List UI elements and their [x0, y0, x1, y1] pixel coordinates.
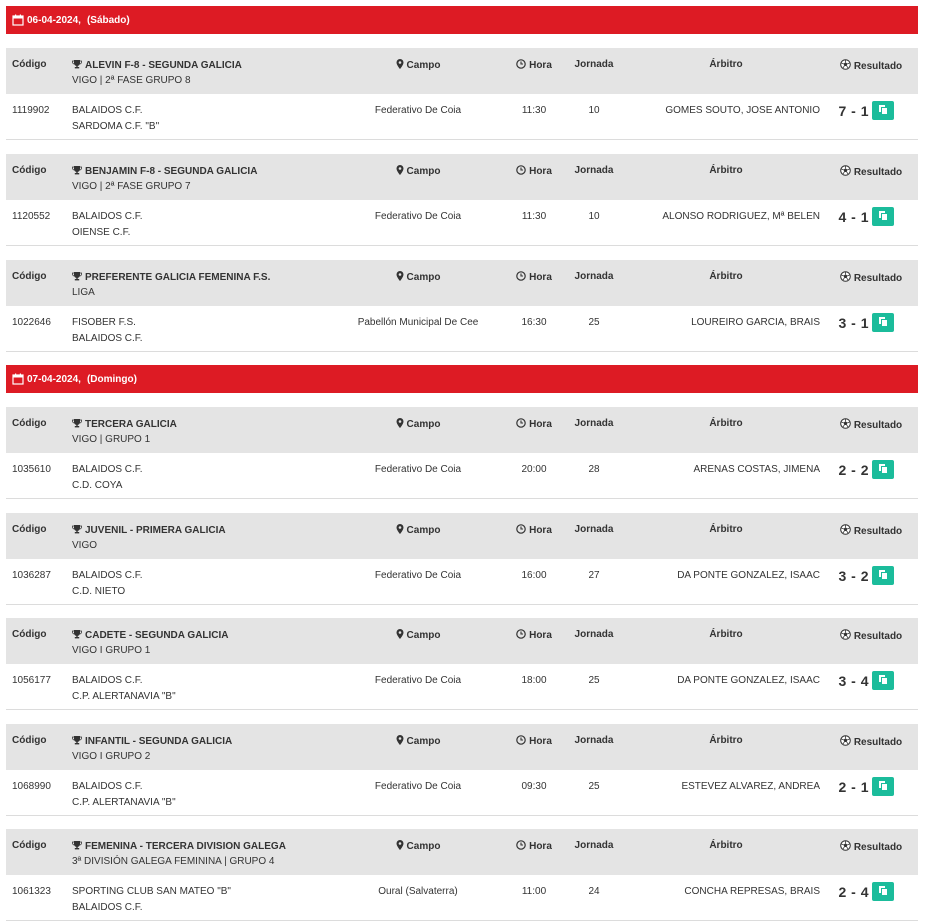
home-team: BALAIDOS C.F. — [72, 570, 143, 581]
resultado-header — [836, 271, 906, 284]
map-marker-icon — [396, 524, 404, 534]
resultado-header — [836, 165, 906, 178]
match-score: 7 - 1 — [838, 103, 869, 119]
hora-header — [506, 524, 562, 536]
hora-label: Hora — [529, 525, 552, 536]
home-team: BALAIDOS C.F. — [72, 211, 143, 222]
home-team: BALAIDOS C.F. — [72, 105, 143, 116]
match-header — [6, 48, 918, 94]
soccer-ball-icon — [840, 418, 851, 429]
match-round: 25 — [588, 675, 600, 686]
competition-group: VIGO I GRUPO 2 — [72, 751, 151, 762]
soccer-ball-icon — [840, 524, 851, 535]
campo-header — [376, 524, 460, 536]
arbitro-header: Árbitro — [709, 418, 743, 429]
copy-icon — [878, 780, 889, 794]
match-code: 1061323 — [12, 886, 51, 897]
match-round: 27 — [588, 570, 600, 581]
resultado-label: Resultado — [853, 631, 903, 642]
away-team: C.P. ALERTANAVIA "B" — [72, 691, 176, 702]
match-row — [6, 453, 918, 499]
arbitro-header: Árbitro — [709, 59, 743, 70]
map-marker-icon — [396, 735, 404, 745]
match-row — [6, 664, 918, 710]
competition-title — [72, 735, 232, 747]
resultado-label: Resultado — [853, 167, 903, 178]
trophy-icon — [72, 629, 82, 639]
match-header — [6, 260, 918, 306]
competition-group: VIGO — [72, 540, 98, 551]
clock-icon — [516, 165, 526, 175]
home-team: BALAIDOS C.F. — [72, 464, 143, 475]
campo-header — [376, 165, 460, 177]
campo-label: Campo — [406, 166, 441, 177]
codigo-header: Código — [12, 271, 47, 282]
match-round: 10 — [588, 105, 600, 116]
resultado-header — [836, 418, 906, 431]
competition-name: FEMENINA - TERCERA DIVISION GALEGA — [85, 841, 286, 852]
competition-name: CADETE - SEGUNDA GALICIA — [85, 630, 229, 641]
match-block — [6, 724, 918, 816]
match-score: 2 - 4 — [838, 884, 869, 900]
match-block — [6, 513, 918, 605]
competition-title — [72, 524, 226, 536]
campo-header — [376, 629, 460, 641]
resultado-header — [836, 59, 906, 72]
copy-icon — [878, 674, 889, 688]
match-header — [6, 724, 918, 770]
resultado-label: Resultado — [853, 420, 903, 431]
copy-icon — [878, 210, 889, 224]
competition-group: LIGA — [72, 287, 95, 298]
trophy-icon — [72, 271, 82, 281]
codigo-header: Código — [12, 629, 47, 640]
copy-button[interactable] — [872, 671, 894, 690]
referee-name: DA PONTE GONZALEZ, ISAAC — [677, 570, 820, 581]
hora-header — [506, 59, 562, 71]
hora-label: Hora — [529, 841, 552, 852]
match-time: 11:30 — [521, 105, 547, 116]
campo-label: Campo — [406, 272, 441, 283]
hora-header — [506, 629, 562, 641]
hora-label: Hora — [529, 736, 552, 747]
jornada-header: Jornada — [574, 418, 614, 429]
weekday-text: (Domingo) — [86, 373, 137, 385]
match-code: 1022646 — [12, 317, 51, 328]
competition-group: VIGO | 2ª FASE GRUPO 7 — [72, 181, 191, 192]
resultado-header — [836, 735, 906, 748]
match-score: 3 - 1 — [838, 315, 869, 331]
calendar-icon — [12, 14, 24, 26]
campo-label: Campo — [406, 60, 441, 71]
hora-label: Hora — [529, 272, 552, 283]
clock-icon — [516, 524, 526, 534]
copy-icon — [878, 885, 889, 899]
field-name: Oural (Salvaterra) — [378, 886, 458, 897]
clock-icon — [516, 840, 526, 850]
competition-title — [72, 165, 257, 177]
campo-header — [376, 735, 460, 747]
map-marker-icon — [396, 165, 404, 175]
arbitro-header: Árbitro — [709, 735, 743, 746]
clock-icon — [516, 271, 526, 281]
competition-name: JUVENIL - PRIMERA GALICIA — [85, 525, 226, 536]
resultado-label: Resultado — [853, 526, 903, 537]
jornada-header: Jornada — [574, 271, 614, 282]
match-row — [6, 94, 918, 140]
referee-name: CONCHA REPRESAS, BRAIS — [684, 886, 820, 897]
away-team: BALAIDOS C.F. — [72, 902, 143, 913]
competition-group: VIGO I GRUPO 1 — [72, 645, 151, 656]
match-block — [6, 618, 918, 710]
match-row — [6, 200, 918, 246]
home-team: BALAIDOS C.F. — [72, 781, 143, 792]
hora-label: Hora — [529, 166, 552, 177]
competition-group: 3ª DIVISIÓN GALEGA FEMININA | GRUPO 4 — [72, 856, 275, 867]
jornada-header: Jornada — [574, 59, 614, 70]
match-block — [6, 154, 918, 246]
clock-icon — [516, 418, 526, 428]
copy-button[interactable] — [872, 566, 894, 585]
away-team: C.P. ALERTANAVIA "B" — [72, 797, 176, 808]
home-team: FISOBER F.S. — [72, 317, 136, 328]
copy-button[interactable] — [872, 882, 894, 901]
copy-button[interactable] — [872, 101, 894, 120]
competition-name: PREFERENTE GALICIA FEMENINA F.S. — [85, 272, 271, 283]
arbitro-header: Árbitro — [709, 271, 743, 282]
field-name: Federativo De Coia — [374, 211, 462, 222]
hora-label: Hora — [529, 630, 552, 641]
clock-icon — [516, 629, 526, 639]
soccer-ball-icon — [840, 629, 851, 640]
trophy-icon — [72, 59, 82, 69]
jornada-header: Jornada — [574, 165, 614, 176]
soccer-ball-icon — [840, 271, 851, 282]
match-time: 16:30 — [521, 317, 547, 328]
map-marker-icon — [396, 59, 404, 69]
campo-header — [376, 59, 460, 71]
jornada-header: Jornada — [574, 735, 614, 746]
soccer-ball-icon — [840, 165, 851, 176]
campo-header — [376, 271, 460, 283]
resultado-label: Resultado — [853, 273, 903, 284]
match-score: 3 - 2 — [838, 568, 869, 584]
away-team: C.D. NIETO — [72, 586, 126, 597]
copy-button[interactable] — [872, 207, 894, 226]
home-team: BALAIDOS C.F. — [72, 675, 143, 686]
clock-icon — [516, 735, 526, 745]
hora-header — [506, 271, 562, 283]
codigo-header: Código — [12, 840, 47, 851]
campo-label: Campo — [406, 525, 441, 536]
date-text: 07-04-2024, — [27, 373, 81, 385]
match-header — [6, 407, 918, 453]
copy-button[interactable] — [872, 777, 894, 796]
competition-name: BENJAMIN F-8 - SEGUNDA GALICIA — [85, 166, 258, 177]
map-marker-icon — [396, 840, 404, 850]
match-code: 1068990 — [12, 781, 51, 792]
soccer-ball-icon — [840, 59, 851, 70]
codigo-header: Código — [12, 524, 47, 535]
codigo-header: Código — [12, 59, 47, 70]
clock-icon — [516, 59, 526, 69]
copy-button[interactable] — [872, 460, 894, 479]
campo-label: Campo — [406, 841, 441, 852]
match-block — [6, 260, 918, 352]
resultado-label: Resultado — [853, 842, 903, 853]
match-time: 11:30 — [521, 211, 547, 222]
referee-name: GOMES SOUTO, JOSE ANTONIO — [665, 105, 820, 116]
competition-title — [72, 271, 270, 283]
copy-icon — [878, 569, 889, 583]
match-time: 16:00 — [521, 570, 547, 581]
away-team: BALAIDOS C.F. — [72, 333, 143, 344]
match-row — [6, 770, 918, 816]
copy-icon — [878, 316, 889, 330]
match-code: 1120552 — [12, 211, 51, 222]
match-block — [6, 407, 918, 499]
home-team: SPORTING CLUB SAN MATEO "B" — [72, 886, 231, 897]
competition-name: INFANTIL - SEGUNDA GALICIA — [85, 736, 233, 747]
trophy-icon — [72, 735, 82, 745]
match-time: 20:00 — [521, 464, 547, 475]
referee-name: LOUREIRO GARCIA, BRAIS — [691, 317, 820, 328]
field-name: Pabellón Municipal De Cee — [357, 317, 479, 328]
trophy-icon — [72, 524, 82, 534]
codigo-header: Código — [12, 165, 47, 176]
hora-header — [506, 165, 562, 177]
match-row — [6, 559, 918, 605]
competition-group: VIGO | 2ª FASE GRUPO 8 — [72, 75, 191, 86]
match-header — [6, 618, 918, 664]
arbitro-header: Árbitro — [709, 629, 743, 640]
competition-name: ALEVIN F-8 - SEGUNDA GALICIA — [85, 60, 242, 71]
hora-header — [506, 735, 562, 747]
resultado-label: Resultado — [853, 737, 903, 748]
field-name: Federativo De Coia — [374, 781, 462, 792]
copy-button[interactable] — [872, 313, 894, 332]
match-code: 1036287 — [12, 570, 51, 581]
away-team: SARDOMA C.F. "B" — [72, 121, 160, 132]
map-marker-icon — [396, 418, 404, 428]
campo-header — [376, 418, 460, 430]
trophy-icon — [72, 418, 82, 428]
soccer-ball-icon — [840, 840, 851, 851]
field-name: Federativo De Coia — [374, 105, 462, 116]
competition-title — [72, 840, 286, 852]
field-name: Federativo De Coia — [374, 675, 462, 686]
match-header — [6, 513, 918, 559]
weekday-text: (Sábado) — [86, 14, 130, 26]
match-header — [6, 829, 918, 875]
referee-name: ARENAS COSTAS, JIMENA — [693, 464, 820, 475]
match-score: 3 - 4 — [838, 673, 869, 689]
campo-label: Campo — [406, 419, 441, 430]
copy-icon — [878, 104, 889, 118]
jornada-header: Jornada — [574, 840, 614, 851]
date-bar — [6, 6, 918, 34]
match-row — [6, 875, 918, 921]
competition-title — [72, 59, 242, 71]
hora-header — [506, 418, 562, 430]
arbitro-header: Árbitro — [709, 524, 743, 535]
referee-name: ALONSO RODRIGUEZ, Mª BELEN — [662, 211, 820, 222]
date-text: 06-04-2024, — [27, 14, 81, 26]
map-marker-icon — [396, 271, 404, 281]
match-time: 11:00 — [521, 886, 547, 897]
arbitro-header: Árbitro — [709, 165, 743, 176]
codigo-header: Código — [12, 418, 47, 429]
jornada-header: Jornada — [574, 629, 614, 640]
match-round: 24 — [588, 886, 600, 897]
competition-title — [72, 418, 177, 430]
competition-title — [72, 629, 229, 641]
match-row — [6, 306, 918, 352]
resultado-label: Resultado — [853, 61, 903, 72]
competition-group: VIGO | GRUPO 1 — [72, 434, 151, 445]
copy-icon — [878, 463, 889, 477]
match-block — [6, 48, 918, 140]
arbitro-header: Árbitro — [709, 840, 743, 851]
match-code: 1035610 — [12, 464, 51, 475]
match-score: 2 - 1 — [838, 779, 869, 795]
match-block — [6, 829, 918, 921]
match-time: 18:00 — [521, 675, 547, 686]
date-bar — [6, 365, 918, 393]
competition-name: TERCERA GALICIA — [85, 419, 177, 430]
match-round: 10 — [588, 211, 600, 222]
hora-label: Hora — [529, 419, 552, 430]
trophy-icon — [72, 840, 82, 850]
trophy-icon — [72, 165, 82, 175]
hora-label: Hora — [529, 60, 552, 71]
match-code: 1056177 — [12, 675, 51, 686]
campo-label: Campo — [406, 736, 441, 747]
match-round: 25 — [588, 781, 600, 792]
match-score: 2 - 2 — [838, 462, 869, 478]
resultado-header — [836, 629, 906, 642]
hora-header — [506, 840, 562, 852]
map-marker-icon — [396, 629, 404, 639]
match-round: 25 — [588, 317, 600, 328]
match-time: 09:30 — [521, 781, 547, 792]
campo-header — [376, 840, 460, 852]
away-team: OIENSE C.F. — [72, 227, 131, 238]
field-name: Federativo De Coia — [374, 464, 462, 475]
match-score: 4 - 1 — [838, 209, 869, 225]
campo-label: Campo — [406, 630, 441, 641]
jornada-header: Jornada — [574, 524, 614, 535]
calendar-icon — [12, 373, 24, 385]
match-header — [6, 154, 918, 200]
match-code: 1119902 — [12, 105, 50, 116]
soccer-ball-icon — [840, 735, 851, 746]
away-team: C.D. COYA — [72, 480, 123, 491]
resultado-header — [836, 524, 906, 537]
match-round: 28 — [588, 464, 600, 475]
referee-name: DA PONTE GONZALEZ, ISAAC — [677, 675, 820, 686]
codigo-header: Código — [12, 735, 47, 746]
field-name: Federativo De Coia — [374, 570, 462, 581]
resultado-header — [836, 840, 906, 853]
referee-name: ESTEVEZ ALVAREZ, ANDREA — [681, 781, 820, 792]
